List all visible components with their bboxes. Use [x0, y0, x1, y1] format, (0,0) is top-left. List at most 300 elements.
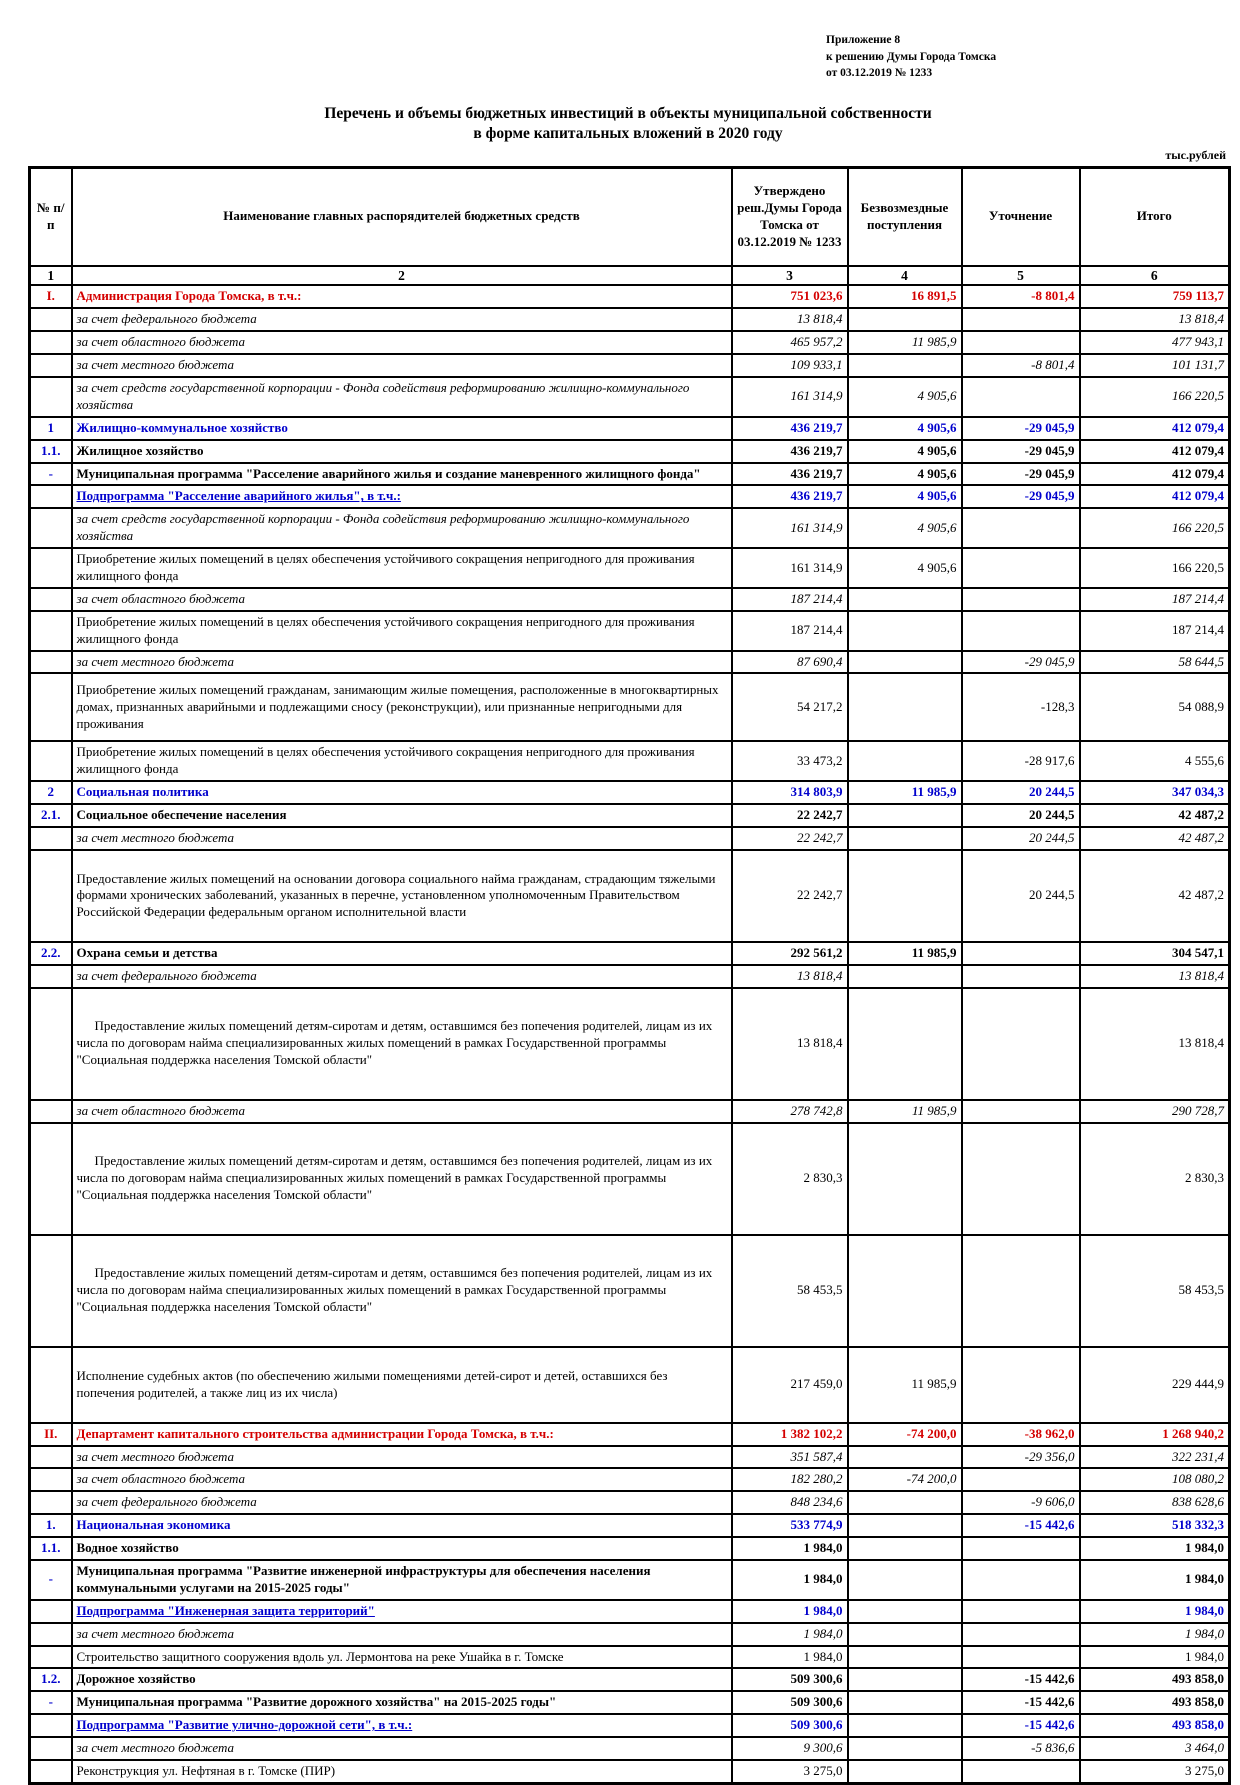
table-row: [30, 1468, 1230, 1491]
row-approved-cell: 161 314,9: [732, 548, 848, 588]
row-name-cell: за счет местного бюджета: [72, 1623, 732, 1646]
row-gratuitous-cell: [848, 741, 962, 781]
row-adjustment-cell: [962, 1760, 1080, 1783]
row-total-cell: 187 214,4: [1080, 588, 1230, 611]
table-row: [30, 285, 1230, 308]
row-approved-cell: 22 242,7: [732, 827, 848, 850]
row-gratuitous-cell: 4 905,6: [848, 440, 962, 463]
table-row: [30, 1646, 1230, 1669]
budget-table: [28, 166, 1231, 1785]
row-total-cell: 304 547,1: [1080, 942, 1230, 965]
row-approved-cell: 58 453,5: [732, 1235, 848, 1347]
row-name-cell: Администрация Города Томска, в т.ч.:: [72, 285, 732, 308]
table-row: [30, 781, 1230, 804]
row-gratuitous-cell: [848, 651, 962, 674]
row-total-cell: 101 131,7: [1080, 354, 1230, 377]
row-num-cell: -: [30, 463, 72, 486]
row-name-cell: Реконструкция ул. Нефтяная в г. Томске (ПИР): [72, 1760, 732, 1783]
table-row: [30, 741, 1230, 781]
table-row: [30, 1423, 1230, 1446]
row-approved-cell: 314 803,9: [732, 781, 848, 804]
row-name-cell: за счет областного бюджета: [72, 331, 732, 354]
row-num-cell: [30, 741, 72, 781]
row-num-cell: [30, 508, 72, 548]
row-adjustment-cell: [962, 1235, 1080, 1347]
row-name-cell: Исполнение судебных актов (по обеспечению жилыми помещениями детей-сирот и детей, оставшихся без попечения родителей, а также лиц из их числа): [72, 1347, 732, 1423]
annotation-line: от 03.12.2019 № 1233: [826, 67, 933, 80]
row-total-cell: 13 818,4: [1080, 988, 1230, 1100]
row-num-cell: [30, 1600, 72, 1623]
row-gratuitous-cell: [848, 1560, 962, 1600]
row-num-cell: [30, 548, 72, 588]
row-name-cell: Социальная политика: [72, 781, 732, 804]
table-row: [30, 440, 1230, 463]
row-approved-cell: 278 742,8: [732, 1100, 848, 1123]
row-num-cell: 1: [30, 417, 72, 440]
row-gratuitous-cell: 11 985,9: [848, 1100, 962, 1123]
row-adjustment-cell: [962, 1347, 1080, 1423]
row-approved-cell: 1 984,0: [732, 1537, 848, 1560]
row-gratuitous-cell: 4 905,6: [848, 548, 962, 588]
row-total-cell: 412 079,4: [1080, 463, 1230, 486]
row-approved-cell: 751 023,6: [732, 285, 848, 308]
row-num-cell: 1.: [30, 1514, 72, 1537]
row-num-cell: [30, 850, 72, 942]
column-number: 5: [962, 266, 1080, 286]
row-total-cell: 412 079,4: [1080, 417, 1230, 440]
row-name-cell: за счет средств государственной корпорации - Фонда содействия реформированию жилищно-коммунального хозяйства: [72, 377, 732, 417]
row-total-cell: 108 080,2: [1080, 1468, 1230, 1491]
table-row: [30, 308, 1230, 331]
row-name-cell: за счет областного бюджета: [72, 1100, 732, 1123]
header-adjustment: Уточнение: [962, 167, 1080, 266]
row-total-cell: 838 628,6: [1080, 1491, 1230, 1514]
row-gratuitous-cell: [848, 1760, 962, 1783]
row-gratuitous-cell: [848, 1446, 962, 1469]
row-num-cell: [30, 988, 72, 1100]
row-gratuitous-cell: [848, 988, 962, 1100]
row-adjustment-cell: 20 244,5: [962, 850, 1080, 942]
row-adjustment-cell: -29 045,9: [962, 485, 1080, 508]
row-approved-cell: 33 473,2: [732, 741, 848, 781]
row-name-cell: Социальное обеспечение населения: [72, 804, 732, 827]
row-gratuitous-cell: 4 905,6: [848, 377, 962, 417]
row-num-cell: [30, 1646, 72, 1669]
row-gratuitous-cell: 11 985,9: [848, 942, 962, 965]
column-number: 1: [30, 266, 72, 286]
row-name-cell: Подпрограмма "Инженерная защита территорий": [72, 1600, 732, 1623]
column-number: 4: [848, 266, 962, 286]
header-gratuitous: Безвозмездные поступления: [848, 167, 962, 266]
row-total-cell: 13 818,4: [1080, 308, 1230, 331]
table-row: [30, 1714, 1230, 1737]
row-approved-cell: 2 830,3: [732, 1123, 848, 1235]
row-approved-cell: 13 818,4: [732, 308, 848, 331]
row-name-cell: Приобретение жилых помещений гражданам, занимающим жилые помещения, расположенные в многоквартирных домах, признанных аварийными и подлежащими сносу (реконструкции), или признанные непригодными для проживания: [72, 673, 732, 741]
row-num-cell: [30, 1491, 72, 1514]
row-adjustment-cell: [962, 331, 1080, 354]
row-adjustment-cell: -9 606,0: [962, 1491, 1080, 1514]
row-name-cell: Предоставление жилых помещений детям-сиротам и детям, оставшимся без попечения родителей, лицам из их числа по договорам найма специализированных жилых помещений в рамках Государственной программы "Социальная поддержка населения Томской области": [72, 988, 732, 1100]
table-row: [30, 1123, 1230, 1235]
row-approved-cell: 848 234,6: [732, 1491, 848, 1514]
row-gratuitous-cell: [848, 1668, 962, 1691]
row-approved-cell: 182 280,2: [732, 1468, 848, 1491]
row-num-cell: [30, 1123, 72, 1235]
row-name-cell: Дорожное хозяйство: [72, 1668, 732, 1691]
row-gratuitous-cell: [848, 1691, 962, 1714]
row-adjustment-cell: 20 244,5: [962, 781, 1080, 804]
row-approved-cell: 533 774,9: [732, 1514, 848, 1537]
table-row: [30, 508, 1230, 548]
row-total-cell: 42 487,2: [1080, 850, 1230, 942]
table-row: [30, 548, 1230, 588]
header-name: Наименование главных распорядителей бюджетных средств: [72, 167, 732, 266]
table-row: [30, 1737, 1230, 1760]
row-adjustment-cell: -28 917,6: [962, 741, 1080, 781]
row-num-cell: [30, 1446, 72, 1469]
row-adjustment-cell: -15 442,6: [962, 1714, 1080, 1737]
row-num-cell: [30, 485, 72, 508]
row-num-cell: 1.2.: [30, 1668, 72, 1691]
row-gratuitous-cell: 4 905,6: [848, 485, 962, 508]
row-name-cell: Предоставление жилых помещений детям-сиротам и детям, оставшимся без попечения родителей, лицам из их числа по договорам найма специализированных жилых помещений в рамках Государственной программы "Социальная поддержка населения Томской области": [72, 1123, 732, 1235]
row-name-cell: за счет местного бюджета: [72, 651, 732, 674]
row-gratuitous-cell: [848, 354, 962, 377]
row-approved-cell: 13 818,4: [732, 965, 848, 988]
row-gratuitous-cell: -74 200,0: [848, 1468, 962, 1491]
row-gratuitous-cell: [848, 1491, 962, 1514]
row-total-cell: 166 220,5: [1080, 508, 1230, 548]
table-row: [30, 1691, 1230, 1714]
row-gratuitous-cell: [848, 827, 962, 850]
row-adjustment-cell: [962, 1537, 1080, 1560]
table-row: [30, 673, 1230, 741]
row-gratuitous-cell: [848, 965, 962, 988]
table-row: [30, 1560, 1230, 1600]
column-number: 3: [732, 266, 848, 286]
page-title: [28, 0, 1228, 145]
row-approved-cell: 187 214,4: [732, 588, 848, 611]
row-num-cell: I.: [30, 285, 72, 308]
row-total-cell: 3 464,0: [1080, 1737, 1230, 1760]
row-total-cell: 13 818,4: [1080, 965, 1230, 988]
row-num-cell: 2.2.: [30, 942, 72, 965]
row-adjustment-cell: [962, 1623, 1080, 1646]
row-total-cell: 58 644,5: [1080, 651, 1230, 674]
row-approved-cell: 54 217,2: [732, 673, 848, 741]
row-total-cell: 1 268 940,2: [1080, 1423, 1230, 1446]
row-total-cell: 166 220,5: [1080, 377, 1230, 417]
row-adjustment-cell: -15 442,6: [962, 1691, 1080, 1714]
row-total-cell: 42 487,2: [1080, 827, 1230, 850]
row-name-cell: Жилищное хозяйство: [72, 440, 732, 463]
row-gratuitous-cell: [848, 850, 962, 942]
row-name-cell: Охрана семьи и детства: [72, 942, 732, 965]
row-adjustment-cell: -29 045,9: [962, 417, 1080, 440]
row-name-cell: Муниципальная программа "Развитие инженерной инфраструктуры для обеспечения населения коммунальными услугами на 2015-2025 годы": [72, 1560, 732, 1600]
row-total-cell: 2 830,3: [1080, 1123, 1230, 1235]
row-adjustment-cell: 20 244,5: [962, 827, 1080, 850]
row-total-cell: 493 858,0: [1080, 1691, 1230, 1714]
row-gratuitous-cell: [848, 308, 962, 331]
table-row: [30, 1600, 1230, 1623]
row-approved-cell: 1 984,0: [732, 1623, 848, 1646]
row-num-cell: II.: [30, 1423, 72, 1446]
row-adjustment-cell: 20 244,5: [962, 804, 1080, 827]
row-total-cell: 54 088,9: [1080, 673, 1230, 741]
row-approved-cell: 509 300,6: [732, 1668, 848, 1691]
row-approved-cell: 509 300,6: [732, 1714, 848, 1737]
column-number: 2: [72, 266, 732, 286]
table-row: [30, 651, 1230, 674]
row-gratuitous-cell: [848, 1646, 962, 1669]
appendix-annotation: [826, 32, 996, 82]
row-gratuitous-cell: 4 905,6: [848, 508, 962, 548]
row-adjustment-cell: -29 356,0: [962, 1446, 1080, 1469]
row-total-cell: 3 275,0: [1080, 1760, 1230, 1783]
table-row: [30, 988, 1230, 1100]
row-num-cell: [30, 1623, 72, 1646]
row-num-cell: 1.1.: [30, 1537, 72, 1560]
row-num-cell: [30, 1737, 72, 1760]
row-gratuitous-cell: [848, 1600, 962, 1623]
row-gratuitous-cell: -74 200,0: [848, 1423, 962, 1446]
row-name-cell: Строительство защитного сооружения вдоль ул. Лермонтова на реке Ушайка в г. Томске: [72, 1646, 732, 1669]
row-num-cell: 1.1.: [30, 440, 72, 463]
row-gratuitous-cell: 16 891,5: [848, 285, 962, 308]
table-row: [30, 417, 1230, 440]
row-name-cell: за счет местного бюджета: [72, 827, 732, 850]
row-gratuitous-cell: [848, 1623, 962, 1646]
table-row: [30, 331, 1230, 354]
row-approved-cell: 1 984,0: [732, 1646, 848, 1669]
row-num-cell: 2: [30, 781, 72, 804]
row-name-cell: Национальная экономика: [72, 1514, 732, 1537]
row-name-cell: Приобретение жилых помещений в целях обеспечения устойчивого сокращения непригодного для проживания жилищного фонда: [72, 611, 732, 651]
row-total-cell: 412 079,4: [1080, 440, 1230, 463]
annotation-line: Приложение 8: [826, 34, 901, 46]
row-total-cell: 759 113,7: [1080, 285, 1230, 308]
row-total-cell: 518 332,3: [1080, 1514, 1230, 1537]
row-name-cell: за счет местного бюджета: [72, 1446, 732, 1469]
table-row: [30, 1347, 1230, 1423]
row-gratuitous-cell: 4 905,6: [848, 463, 962, 486]
row-num-cell: [30, 1714, 72, 1737]
row-num-cell: [30, 308, 72, 331]
row-name-cell: Муниципальная программа "Расселение аварийного жилья и создание маневренного жилищного фонда": [72, 463, 732, 486]
row-approved-cell: 22 242,7: [732, 850, 848, 942]
table-row: [30, 827, 1230, 850]
row-approved-cell: 161 314,9: [732, 508, 848, 548]
row-approved-cell: 509 300,6: [732, 1691, 848, 1714]
row-total-cell: 322 231,4: [1080, 1446, 1230, 1469]
row-gratuitous-cell: [848, 1123, 962, 1235]
row-num-cell: [30, 1235, 72, 1347]
row-num-cell: [30, 651, 72, 674]
row-approved-cell: 436 219,7: [732, 440, 848, 463]
row-total-cell: 1 984,0: [1080, 1537, 1230, 1560]
row-approved-cell: 292 561,2: [732, 942, 848, 965]
row-name-cell: за счет федерального бюджета: [72, 308, 732, 331]
row-gratuitous-cell: [848, 588, 962, 611]
table-row: [30, 804, 1230, 827]
row-total-cell: 58 453,5: [1080, 1235, 1230, 1347]
table-row: [30, 485, 1230, 508]
row-adjustment-cell: [962, 1646, 1080, 1669]
row-total-cell: 229 444,9: [1080, 1347, 1230, 1423]
header-total: Итого: [1080, 167, 1230, 266]
row-num-cell: [30, 673, 72, 741]
units-label: тыс.рублей: [1165, 147, 1226, 162]
row-total-cell: 187 214,4: [1080, 611, 1230, 651]
row-num-cell: -: [30, 1691, 72, 1714]
row-adjustment-cell: -29 045,9: [962, 651, 1080, 674]
row-approved-cell: 187 214,4: [732, 611, 848, 651]
row-adjustment-cell: [962, 508, 1080, 548]
page-content: [28, 0, 1228, 1785]
row-adjustment-cell: -8 801,4: [962, 354, 1080, 377]
row-approved-cell: 436 219,7: [732, 485, 848, 508]
row-name-cell: Предоставление жилых помещений детям-сиротам и детям, оставшимся без попечения родителей, лицам из их числа по договорам найма специализированных жилых помещений в рамках Государственной программы "Социальная поддержка населения Томской области": [72, 1235, 732, 1347]
table-row: [30, 1235, 1230, 1347]
row-adjustment-cell: [962, 1600, 1080, 1623]
row-name-cell: Подпрограмма "Расселение аварийного жилья", в т.ч.:: [72, 485, 732, 508]
row-num-cell: 2.1.: [30, 804, 72, 827]
annotation-line: к решению Думы Города Томска: [826, 50, 997, 63]
row-approved-cell: 9 300,6: [732, 1737, 848, 1760]
row-gratuitous-cell: 11 985,9: [848, 1347, 962, 1423]
row-gratuitous-cell: [848, 1537, 962, 1560]
row-name-cell: Муниципальная программа "Развитие дорожного хозяйства" на 2015-2025 годы": [72, 1691, 732, 1714]
row-num-cell: [30, 1468, 72, 1491]
row-approved-cell: 1 984,0: [732, 1560, 848, 1600]
row-num-cell: [30, 377, 72, 417]
title-line-1: Перечень и объемы бюджетных инвестиций в объекты муниципальной собственности: [324, 105, 932, 122]
row-name-cell: за счет областного бюджета: [72, 588, 732, 611]
row-approved-cell: 436 219,7: [732, 463, 848, 486]
row-num-cell: [30, 611, 72, 651]
row-gratuitous-cell: 11 985,9: [848, 781, 962, 804]
table-row: [30, 611, 1230, 651]
row-approved-cell: 22 242,7: [732, 804, 848, 827]
row-adjustment-cell: [962, 1123, 1080, 1235]
row-total-cell: 412 079,4: [1080, 485, 1230, 508]
column-number: 6: [1080, 266, 1230, 286]
row-adjustment-cell: -8 801,4: [962, 285, 1080, 308]
row-name-cell: за счет местного бюджета: [72, 354, 732, 377]
row-adjustment-cell: [962, 588, 1080, 611]
row-name-cell: Жилищно-коммунальное хозяйство: [72, 417, 732, 440]
row-adjustment-cell: [962, 308, 1080, 331]
row-gratuitous-cell: [848, 1235, 962, 1347]
row-num-cell: [30, 1347, 72, 1423]
row-num-cell: [30, 965, 72, 988]
row-adjustment-cell: -15 442,6: [962, 1514, 1080, 1537]
table-row: [30, 1100, 1230, 1123]
table-row: [30, 942, 1230, 965]
header-num: № п/п: [30, 167, 72, 266]
header-approved: Утверждено реш.Думы Города Томска от 03.12.2019 № 1233: [732, 167, 848, 266]
table-row: [30, 377, 1230, 417]
row-adjustment-cell: [962, 377, 1080, 417]
table-row: [30, 965, 1230, 988]
row-name-cell: Водное хозяйство: [72, 1537, 732, 1560]
row-adjustment-cell: [962, 1560, 1080, 1600]
row-approved-cell: 109 933,1: [732, 354, 848, 377]
row-total-cell: 493 858,0: [1080, 1714, 1230, 1737]
row-total-cell: 1 984,0: [1080, 1646, 1230, 1669]
row-gratuitous-cell: [848, 673, 962, 741]
row-adjustment-cell: -15 442,6: [962, 1668, 1080, 1691]
table-body: [30, 285, 1230, 1783]
row-approved-cell: 351 587,4: [732, 1446, 848, 1469]
row-adjustment-cell: [962, 548, 1080, 588]
row-gratuitous-cell: [848, 1714, 962, 1737]
row-name-cell: за счет областного бюджета: [72, 1468, 732, 1491]
row-total-cell: 477 943,1: [1080, 331, 1230, 354]
row-name-cell: за счет средств государственной корпорации - Фонда содействия реформированию жилищно-коммунального хозяйства: [72, 508, 732, 548]
row-name-cell: Предоставление жилых помещений на основании договора социального найма гражданам, страдающим тяжелыми формами хронических заболеваний, указанных в перечне, установленном уполномоченным Правительством Российской Федерации федеральным органом исполнительной власти: [72, 850, 732, 942]
row-num-cell: [30, 827, 72, 850]
row-adjustment-cell: -29 045,9: [962, 463, 1080, 486]
row-name-cell: за счет местного бюджета: [72, 1737, 732, 1760]
row-total-cell: 1 984,0: [1080, 1560, 1230, 1600]
table-row: [30, 850, 1230, 942]
row-adjustment-cell: [962, 611, 1080, 651]
table-row: [30, 1668, 1230, 1691]
row-name-cell: Департамент капитального строительства администрации Города Томска, в т.ч.:: [72, 1423, 732, 1446]
row-gratuitous-cell: 11 985,9: [848, 331, 962, 354]
row-adjustment-cell: -128,3: [962, 673, 1080, 741]
row-gratuitous-cell: [848, 804, 962, 827]
row-total-cell: 42 487,2: [1080, 804, 1230, 827]
row-num-cell: [30, 1100, 72, 1123]
row-approved-cell: 436 219,7: [732, 417, 848, 440]
row-approved-cell: 465 957,2: [732, 331, 848, 354]
row-num-cell: -: [30, 1560, 72, 1600]
row-total-cell: 166 220,5: [1080, 548, 1230, 588]
row-adjustment-cell: [962, 965, 1080, 988]
row-total-cell: 290 728,7: [1080, 1100, 1230, 1123]
row-name-cell: за счет федерального бюджета: [72, 1491, 732, 1514]
row-num-cell: [30, 588, 72, 611]
row-gratuitous-cell: [848, 611, 962, 651]
table-row: [30, 1514, 1230, 1537]
table-header-row: [30, 167, 1230, 266]
row-total-cell: 1 984,0: [1080, 1623, 1230, 1646]
row-total-cell: 493 858,0: [1080, 1668, 1230, 1691]
row-adjustment-cell: [962, 988, 1080, 1100]
row-adjustment-cell: [962, 1100, 1080, 1123]
table-row: [30, 1760, 1230, 1783]
table-row: [30, 1623, 1230, 1646]
row-adjustment-cell: -29 045,9: [962, 440, 1080, 463]
row-num-cell: [30, 331, 72, 354]
row-approved-cell: 1 984,0: [732, 1600, 848, 1623]
row-adjustment-cell: [962, 942, 1080, 965]
table-row: [30, 588, 1230, 611]
row-approved-cell: 161 314,9: [732, 377, 848, 417]
row-total-cell: 1 984,0: [1080, 1600, 1230, 1623]
row-gratuitous-cell: 4 905,6: [848, 417, 962, 440]
row-approved-cell: 1 382 102,2: [732, 1423, 848, 1446]
row-approved-cell: 217 459,0: [732, 1347, 848, 1423]
table-row: [30, 1446, 1230, 1469]
row-total-cell: 347 034,3: [1080, 781, 1230, 804]
row-num-cell: [30, 354, 72, 377]
row-adjustment-cell: [962, 1468, 1080, 1491]
